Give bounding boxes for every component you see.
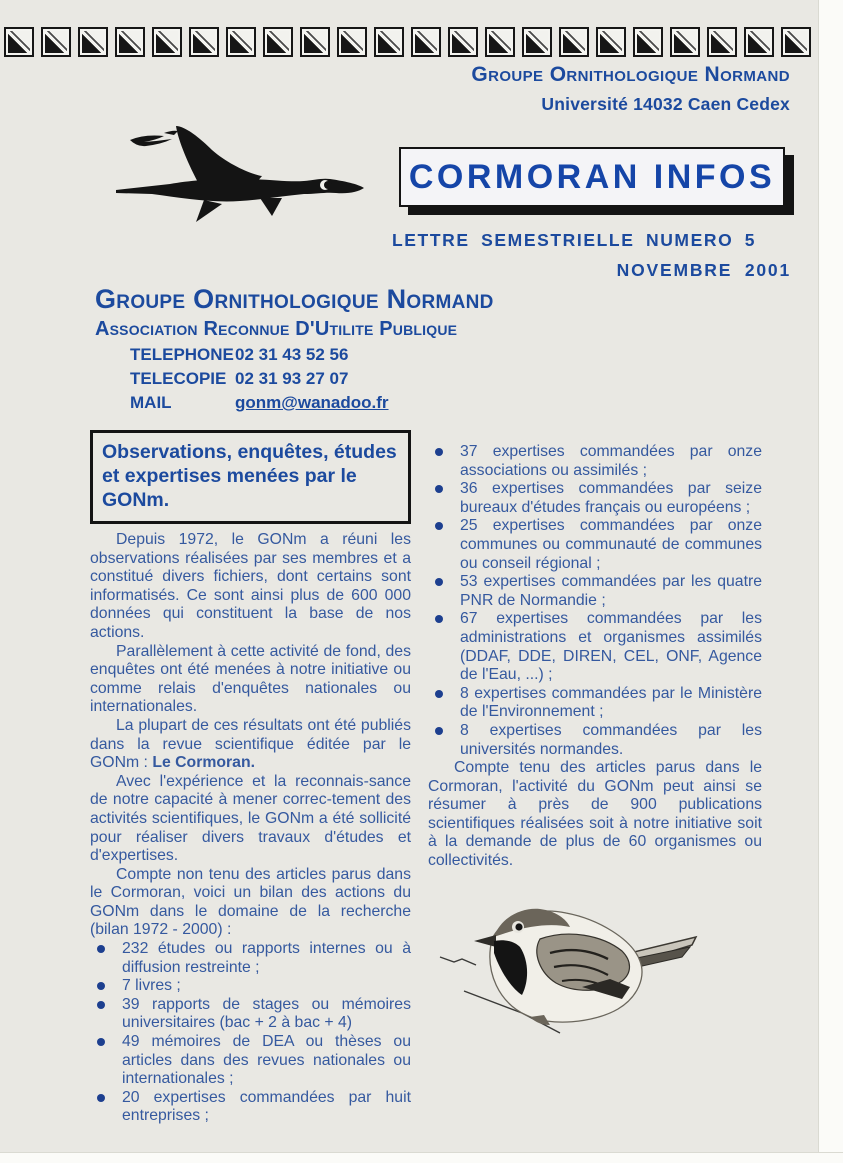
diagonal-square-icon (744, 27, 774, 57)
diagonal-square-icon (152, 27, 182, 57)
list-item: 67 expertises commandées par les administrations et organismes assimilés (DDAF, DDE, DIREN, CEL, ONF, Agence de l'Eau, ...) ; (428, 610, 762, 684)
diagonal-square-icon (522, 27, 552, 57)
left-bullet-list (90, 940, 411, 1126)
paragraph-4: Avec l'expérience et la reconnais-sance de notre capacité à mener correc-tement des activités scientifiques, le GONm a été sollicité pour réaliser divers travaux d'études et d'expertises. (90, 772, 411, 865)
telephone-value: 02 31 43 52 56 (235, 345, 349, 364)
paragraph-5: Compte non tenu des articles parus dans le Cormoran, voici un bilan des actions du GONm dans le domaine de la recherche (bilan 1972 - 2000) : (90, 865, 411, 939)
diagonal-square-icon (4, 27, 34, 57)
diagonal-square-icon (78, 27, 108, 57)
diagonal-square-icon (485, 27, 515, 57)
diagonal-square-icon (374, 27, 404, 57)
diagonal-square-icon (448, 27, 478, 57)
list-item: 37 expertises commandées par onze associations ou assimilés ; (428, 443, 762, 480)
mail-value: gonm@wanadoo.fr (235, 393, 389, 412)
mail-label: MAIL (130, 393, 172, 412)
right-paragraph: Compte tenu des articles parus dans le Cormoran, l'activité du GONm peut ainsi se résumer à près de 900 publications scientifiques réalisées soit à notre initiative soit à la demande de plus de 60 organismes ou collectivités. (428, 759, 762, 870)
list-item: 8 expertises commandées par les universités normandes. (428, 722, 762, 759)
list-item: 7 livres ; (90, 977, 411, 996)
paragraph-3 (90, 717, 411, 773)
organisation-block (95, 284, 494, 413)
diagonal-square-icon (41, 27, 71, 57)
paragraph-2: Parallèlement à cette activité de fond, des enquêtes ont été menées à notre initiative ou comme relais d'enquêtes nationales ou internationales. (90, 642, 411, 716)
article-heading: Observations, enquêtes, études et expertises menées par le GONm. (102, 441, 397, 511)
header-org-block (471, 63, 790, 115)
paragraph-3-text: La plupart de ces résultats ont été publiés dans la revue scientifique éditée par le GONm : (90, 716, 411, 772)
diagonal-square-icon (337, 27, 367, 57)
subtitle-line1: LETTRE SEMESTRIELLE NUMERO 5 (392, 230, 757, 250)
diagonal-square-icon (596, 27, 626, 57)
newsletter-title: CORMORAN INFOS (408, 157, 776, 196)
diagonal-square-icon (115, 27, 145, 57)
sparrow-illustration (434, 895, 706, 1065)
list-item: 53 expertises commandées par les quatre PNR de Normandie ; (428, 573, 762, 610)
list-item: 20 expertises commandées par huit entreprises ; (90, 1089, 411, 1126)
contact-row-fax (95, 369, 494, 389)
diagonal-square-icon (226, 27, 256, 57)
paragraph-3-bold: Le Cormoran. (152, 754, 256, 772)
right-bullet-list (428, 443, 762, 759)
telephone-label: TELEPHONE (130, 345, 234, 364)
diagonal-square-icon (707, 27, 737, 57)
list-item: 232 études ou rapports internes ou à diffusion restreinte ; (90, 940, 411, 977)
fax-label: TELECOPIE (130, 369, 227, 388)
decorative-border (4, 27, 843, 57)
list-item: 39 rapports de stages ou mémoires universitaires (bac + 2 à bac + 4) (90, 996, 411, 1033)
fax-value: 02 31 93 27 07 (235, 369, 349, 388)
diagonal-square-icon (263, 27, 293, 57)
article-heading-box (90, 430, 411, 524)
article-columns (90, 430, 762, 1126)
diagonal-square-icon (189, 27, 219, 57)
list-item: 49 mémoires de DEA ou thèses ou articles dans des revues nationales ou internationales ; (90, 1033, 411, 1089)
list-item: 8 expertises commandées par le Ministère de l'Environnement ; (428, 685, 762, 722)
header-org-address: Université 14032 Caen Cedex (541, 94, 790, 114)
diagonal-square-icon (633, 27, 663, 57)
diagonal-square-icon (411, 27, 441, 57)
diagonal-square-icon (781, 27, 811, 57)
contact-row-telephone (95, 345, 494, 365)
diagonal-square-icon (670, 27, 700, 57)
organisation-name: Groupe Ornithologique Normand (95, 284, 494, 314)
scan-edge-bottom (0, 1152, 843, 1163)
newsletter-title-box (399, 147, 785, 207)
header-org-name: Groupe Ornithologique Normand (471, 63, 790, 86)
article-right-column (428, 430, 762, 1126)
diagonal-square-icon (300, 27, 330, 57)
organisation-status: Association Reconnue D'Utilite Publique (95, 318, 458, 340)
article-left-column (90, 430, 411, 1126)
list-item: 25 expertises commandées par onze communes ou communauté de communes ou conseil régional ; (428, 517, 762, 573)
scan-edge-right (818, 0, 843, 1163)
contact-row-mail (95, 393, 494, 413)
subtitle-line2: NOVEMBRE 2001 (616, 260, 791, 280)
paragraph-1: Depuis 1972, le GONm a réuni les observations réalisées par ses membres et a constitué divers fichiers, dont certains sont informatisés. Ce sont ainsi plus de 600 000 données qui constituent la base de nos actions. (90, 531, 411, 641)
list-item: 36 expertises commandées par seize bureaux d'études français ou européens ; (428, 480, 762, 517)
diagonal-square-icon (559, 27, 589, 57)
subtitle-block (392, 230, 791, 281)
cormorant-silhouette-icon (112, 124, 367, 236)
